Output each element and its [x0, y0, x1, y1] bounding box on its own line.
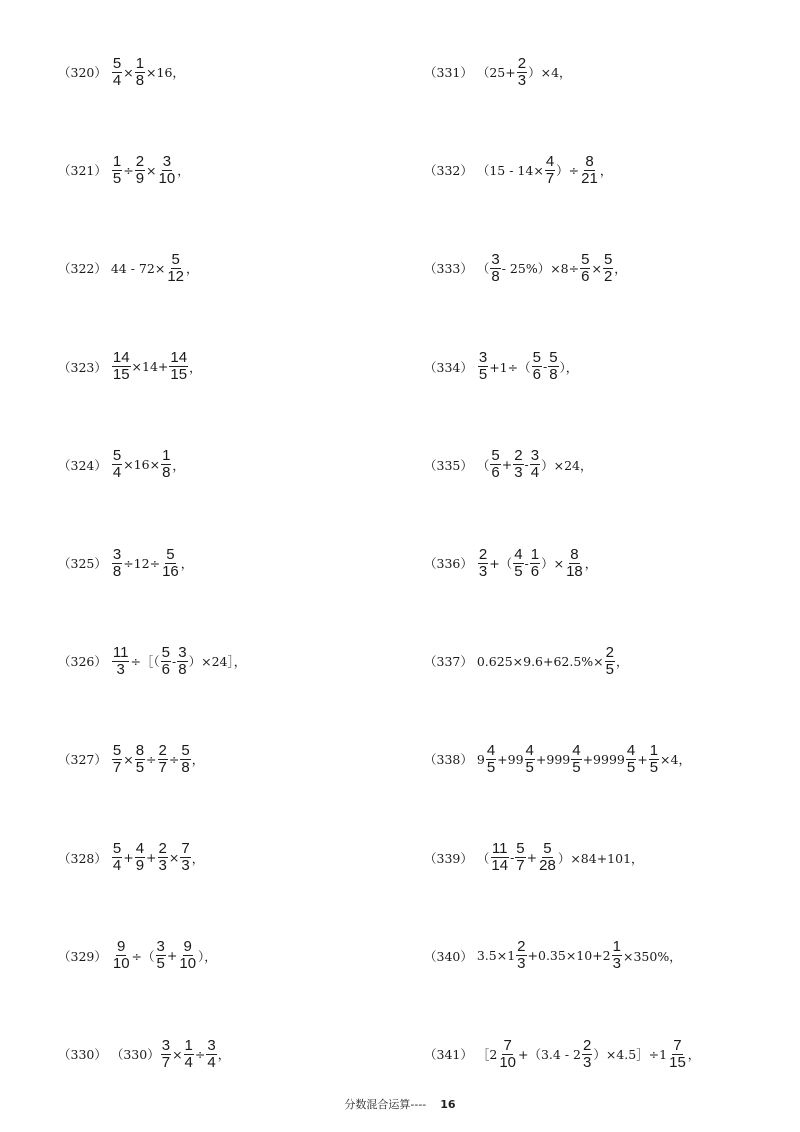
- numerator: 5: [516, 840, 525, 858]
- numerator: 3: [207, 1036, 216, 1054]
- denominator: 10: [158, 169, 176, 187]
- numerator: 1: [530, 545, 540, 563]
- denominator: 10: [112, 955, 130, 973]
- expression-text: +: [123, 850, 134, 866]
- expression-text: +: [526, 850, 538, 866]
- fraction: [161, 645, 171, 678]
- denominator: 4: [112, 857, 122, 875]
- numerator: 1: [184, 1036, 193, 1054]
- expression-text: （330）: [110, 1047, 160, 1062]
- expression-text: ，: [217, 1047, 231, 1062]
- numerator: 9: [183, 938, 192, 956]
- fraction: [112, 350, 131, 383]
- fraction: [161, 1038, 171, 1071]
- denominator: 3: [517, 71, 527, 89]
- expression-text: +999: [535, 751, 571, 767]
- fraction: [530, 547, 540, 580]
- fraction: [490, 448, 500, 481]
- fraction: [498, 1038, 517, 1071]
- fraction: [161, 448, 171, 481]
- problem-left-1: [58, 54, 185, 90]
- numerator: 2: [158, 840, 167, 858]
- expression-text: ，: [191, 752, 205, 768]
- fraction: [184, 1038, 194, 1071]
- expression-text: ）÷: [556, 163, 580, 179]
- problem-number: （335）: [424, 457, 473, 473]
- numerator: 5: [491, 447, 500, 465]
- fraction: [603, 252, 613, 285]
- expression-text: ），: [559, 359, 579, 375]
- expression-text: -: [172, 653, 177, 669]
- problem-left-6: [58, 545, 193, 581]
- fraction: [668, 1038, 687, 1071]
- problem-left-5: [58, 447, 185, 483]
- expression-text: +0.35×10+2: [527, 948, 611, 964]
- expression-text: -: [510, 850, 515, 866]
- problem-number: （333）: [424, 261, 473, 277]
- denominator: 2: [603, 267, 613, 285]
- problem-left-3: [58, 250, 199, 286]
- problem-number: （332）: [424, 163, 473, 179]
- denominator: 5: [486, 758, 496, 776]
- problem-right-8: [424, 741, 691, 777]
- denominator: 5: [649, 758, 659, 776]
- expression-text: ÷: [146, 751, 157, 767]
- fraction: [478, 547, 488, 580]
- denominator: 5: [156, 955, 165, 973]
- expression-text: ，: [180, 556, 194, 571]
- numerator: 9: [117, 938, 126, 956]
- expression-text: ，: [616, 654, 629, 670]
- numerator: 1: [612, 938, 621, 956]
- numerator: 4: [525, 741, 534, 759]
- problem-right-11: [424, 1036, 700, 1072]
- problem-right-1: [424, 54, 572, 90]
- expression-text: +（3.4 - 2: [518, 1047, 581, 1062]
- numerator: 7: [673, 1036, 682, 1054]
- problem-number: （334）: [424, 359, 473, 375]
- numerator: 4: [545, 152, 555, 170]
- numerator: 5: [532, 349, 541, 367]
- expression-text: - 25%）×8÷: [501, 261, 580, 277]
- expression-text: +: [166, 948, 178, 964]
- numerator: 5: [112, 840, 122, 858]
- numerator: 14: [112, 349, 130, 367]
- expression-text: ×350%，: [622, 948, 682, 964]
- expression-text: ×: [123, 751, 134, 767]
- fraction: [135, 154, 145, 187]
- fraction: [580, 252, 590, 285]
- fraction: [605, 645, 615, 678]
- numerator: 5: [549, 349, 558, 367]
- denominator: 7: [158, 758, 167, 776]
- problem-right-10: [424, 938, 682, 974]
- denominator: 6: [530, 562, 540, 580]
- numerator: 11: [491, 840, 508, 858]
- fraction: [112, 154, 122, 187]
- denominator: 4: [112, 71, 122, 89]
- fraction: [513, 547, 523, 580]
- denominator: 12: [167, 267, 185, 285]
- numerator: 5: [112, 447, 122, 465]
- fraction: [538, 841, 557, 874]
- problem-left-8: [58, 741, 204, 777]
- denominator: 15: [669, 1053, 686, 1071]
- fraction: [612, 939, 622, 972]
- denominator: 9: [135, 169, 145, 187]
- expression-text: +: [501, 457, 513, 473]
- fraction: [135, 56, 145, 89]
- problem-right-5: [424, 447, 593, 483]
- numerator: 5: [161, 643, 171, 661]
- page-footer: [0, 1096, 800, 1112]
- expression-text: 0.625×9.6+62.5%×: [476, 653, 604, 669]
- denominator: 6: [161, 660, 171, 678]
- denominator: 15: [112, 366, 130, 384]
- numerator: 1: [135, 54, 145, 72]
- numerator: 5: [543, 840, 552, 858]
- problem-number: （329）: [58, 948, 107, 964]
- expression-text: +（: [489, 556, 513, 571]
- problem-number: （322）: [58, 261, 107, 277]
- problem-number: （336）: [424, 556, 473, 571]
- numerator: 2: [517, 938, 526, 956]
- fraction: [112, 939, 131, 972]
- problem-right-2: [424, 152, 612, 188]
- numerator: 4: [514, 545, 523, 563]
- fraction: [169, 350, 188, 383]
- denominator: 3: [181, 857, 190, 875]
- problem-number: （328）: [58, 850, 107, 866]
- numerator: 5: [171, 250, 180, 268]
- expression-text: ×: [591, 260, 602, 276]
- expression-text: ×16×: [123, 457, 161, 473]
- denominator: 4: [207, 1053, 216, 1071]
- numerator: 3: [478, 349, 488, 367]
- expression-text: ×: [146, 162, 157, 178]
- expression-text: ，: [186, 261, 199, 277]
- denominator: 9: [135, 857, 145, 875]
- denominator: 6: [581, 267, 590, 285]
- denominator: 7: [112, 758, 122, 776]
- problem-left-10: [58, 938, 217, 974]
- fraction: [486, 743, 496, 776]
- problem-number: （321）: [58, 163, 107, 179]
- denominator: 14: [491, 857, 509, 875]
- expression-text: ÷: [194, 1046, 206, 1062]
- fraction: [112, 841, 122, 874]
- numerator: 2: [605, 643, 614, 661]
- expression-text: ，: [599, 163, 613, 179]
- fraction: [565, 547, 584, 580]
- denominator: 3: [517, 955, 526, 973]
- denominator: 15: [170, 366, 188, 384]
- numerator: 4: [626, 741, 636, 759]
- problem-left-11: [58, 1036, 230, 1072]
- denominator: 4: [112, 464, 122, 482]
- fraction: [112, 743, 122, 776]
- expression-text: +1÷（: [489, 359, 531, 375]
- numerator: 5: [603, 250, 613, 268]
- expression-text: ，: [172, 457, 185, 473]
- expression-text: ×4，: [660, 752, 691, 768]
- fraction: [112, 547, 122, 580]
- expression-text: ×14+: [131, 359, 169, 375]
- fraction: [180, 841, 190, 874]
- denominator: 16: [162, 562, 179, 580]
- denominator: 10: [179, 955, 197, 973]
- problem-number: （339）: [424, 850, 473, 866]
- expression-text: ×: [172, 1046, 183, 1062]
- problem-number: （331）: [424, 65, 473, 80]
- expression-text: ，: [191, 850, 205, 866]
- fraction: [177, 645, 187, 678]
- numerator: 5: [112, 54, 122, 72]
- fraction: [135, 841, 145, 874]
- problem-right-6: [424, 545, 597, 581]
- denominator: 8: [112, 562, 122, 580]
- denominator: 3: [158, 857, 167, 875]
- numerator: 5: [112, 741, 122, 759]
- fraction: [626, 743, 636, 776]
- fraction: [517, 56, 527, 89]
- expression-text: ）×84+101，: [557, 850, 644, 866]
- denominator: 3: [582, 1053, 592, 1071]
- denominator: 4: [184, 1053, 193, 1071]
- footer-title: 分数混合运算----: [344, 1098, 427, 1111]
- expression-text: ÷（: [131, 948, 155, 964]
- fraction: [490, 841, 509, 874]
- fraction: [135, 743, 145, 776]
- expression-text: ）×24，: [541, 457, 593, 473]
- expression-text: ÷: [123, 162, 134, 178]
- denominator: 7: [516, 857, 525, 875]
- denominator: 3: [116, 660, 125, 678]
- numerator: 1: [162, 447, 171, 465]
- denominator: 10: [499, 1053, 516, 1071]
- fraction: [530, 448, 540, 481]
- denominator: 8: [491, 267, 500, 285]
- fraction: [516, 939, 526, 972]
- fraction: [112, 448, 122, 481]
- expression-text: ÷: [168, 751, 180, 767]
- denominator: 5: [572, 758, 581, 776]
- expression-text: ）×4.5］÷1: [593, 1047, 668, 1062]
- numerator: 1: [112, 152, 122, 170]
- numerator: 2: [517, 54, 527, 72]
- problem-number: （324）: [58, 457, 107, 473]
- numerator: 4: [135, 840, 145, 858]
- expression-text: ×16，: [146, 65, 185, 80]
- problem-right-7: [424, 643, 629, 679]
- expression-text: -: [542, 359, 548, 375]
- denominator: 4: [530, 464, 540, 482]
- fraction: [571, 743, 581, 776]
- denominator: 8: [181, 758, 190, 776]
- problem-number: （340）: [424, 948, 473, 964]
- numerator: 7: [181, 840, 190, 858]
- fraction: [158, 743, 168, 776]
- fraction: [156, 939, 166, 972]
- numerator: 2: [582, 1036, 592, 1054]
- denominator: 7: [545, 169, 555, 187]
- expression-text: +9999: [582, 751, 625, 767]
- problem-right-4: [424, 349, 578, 385]
- problem-left-4: [58, 349, 202, 385]
- denominator: 28: [539, 857, 556, 875]
- fraction: [158, 841, 168, 874]
- denominator: 5: [605, 660, 614, 678]
- denominator: 5: [626, 758, 636, 776]
- expression-text: ），: [198, 948, 217, 964]
- denominator: 7: [161, 1053, 171, 1071]
- problem-number: （327）: [58, 752, 107, 768]
- numerator: 2: [135, 152, 145, 170]
- numerator: 2: [478, 545, 488, 563]
- fraction: [649, 743, 659, 776]
- denominator: 3: [612, 955, 621, 973]
- fraction: [180, 743, 190, 776]
- fraction: [158, 154, 177, 187]
- numerator: 3: [162, 152, 172, 170]
- numerator: 3: [161, 1036, 171, 1054]
- numerator: 3: [112, 545, 122, 563]
- denominator: 5: [478, 366, 488, 384]
- fraction: [515, 841, 525, 874]
- denominator: 6: [532, 366, 541, 384]
- numerator: 8: [570, 545, 579, 563]
- problem-number: （341）: [424, 1047, 473, 1062]
- problem-left-2: [58, 152, 190, 188]
- numerator: 4: [572, 741, 581, 759]
- fraction: [490, 252, 500, 285]
- fraction: [525, 743, 535, 776]
- numerator: 14: [170, 349, 188, 367]
- expression-text: ［2: [476, 1047, 498, 1062]
- expression-text: ，: [687, 1047, 701, 1062]
- fraction: [178, 939, 197, 972]
- numerator: 5: [166, 545, 175, 563]
- numerator: 4: [486, 741, 496, 759]
- expression-text: ×: [123, 64, 134, 80]
- denominator: 3: [514, 464, 523, 482]
- fraction: [112, 56, 122, 89]
- numerator: 5: [581, 250, 590, 268]
- fraction: [580, 154, 599, 187]
- numerator: 3: [530, 447, 540, 465]
- fraction: [112, 645, 130, 678]
- expression-text: -: [524, 457, 529, 473]
- expression-text: （15 - 14×: [476, 163, 544, 179]
- fraction: [478, 350, 488, 383]
- expression-text: ）×: [541, 556, 565, 571]
- problem-number: （337）: [424, 654, 473, 670]
- problem-number: （326）: [58, 654, 107, 670]
- expression-text: ）×24］，: [188, 654, 247, 670]
- problem-number: （323）: [58, 359, 107, 375]
- expression-text: ，: [584, 556, 598, 571]
- fraction: [582, 1038, 592, 1071]
- page-number: 16: [440, 1098, 456, 1111]
- expression-text: 9: [476, 751, 485, 767]
- expression-text: +99: [497, 751, 524, 767]
- problem-left-9: [58, 840, 204, 876]
- numerator: 3: [156, 938, 165, 956]
- numerator: 5: [181, 741, 190, 759]
- fraction: [166, 252, 185, 285]
- expression-text: （: [476, 261, 490, 277]
- expression-text: （25+: [476, 65, 516, 80]
- expression-text: （: [476, 850, 490, 866]
- fraction: [161, 547, 180, 580]
- denominator: 8: [162, 464, 171, 482]
- denominator: 3: [478, 562, 488, 580]
- numerator: 7: [503, 1036, 512, 1054]
- expression-text: ，: [614, 261, 627, 277]
- denominator: 21: [581, 169, 598, 187]
- expression-text: ）×4，: [528, 65, 572, 80]
- denominator: 5: [514, 562, 523, 580]
- expression-text: ×: [168, 850, 180, 866]
- numerator: 1: [649, 741, 659, 759]
- expression-text: +: [146, 850, 157, 866]
- problem-number: （325）: [58, 556, 107, 571]
- numerator: 2: [514, 447, 523, 465]
- expression-text: +: [637, 751, 648, 767]
- expression-text: 3.5×1: [476, 948, 516, 964]
- denominator: 6: [491, 464, 500, 482]
- denominator: 8: [549, 366, 558, 384]
- expression-text: -: [524, 555, 529, 571]
- denominator: 8: [178, 660, 187, 678]
- denominator: 5: [112, 169, 122, 187]
- numerator: 2: [158, 741, 167, 759]
- fraction: [513, 448, 523, 481]
- problem-left-7: [58, 643, 246, 679]
- denominator: 5: [525, 758, 534, 776]
- numerator: 8: [585, 152, 594, 170]
- expression-text: ÷12÷: [123, 555, 161, 571]
- problem-number: （330）: [58, 1047, 107, 1062]
- expression-text: ，: [189, 359, 202, 375]
- denominator: 5: [135, 758, 145, 776]
- problem-right-9: [424, 840, 644, 876]
- fraction: [548, 350, 558, 383]
- numerator: 11: [112, 643, 129, 661]
- numerator: 3: [491, 250, 500, 268]
- problem-number: （338）: [424, 752, 473, 768]
- numerator: 8: [135, 741, 145, 759]
- denominator: 8: [135, 71, 145, 89]
- expression-text: ，: [177, 163, 190, 179]
- expression-text: ÷［（: [130, 654, 160, 670]
- expression-text: 44 - 72×: [110, 260, 166, 276]
- numerator: 3: [178, 643, 187, 661]
- problem-right-3: [424, 250, 627, 286]
- fraction: [206, 1038, 216, 1071]
- fraction: [545, 154, 555, 187]
- problem-number: （320）: [58, 65, 107, 80]
- denominator: 18: [566, 562, 583, 580]
- fraction: [532, 350, 542, 383]
- expression-text: （: [476, 457, 490, 473]
